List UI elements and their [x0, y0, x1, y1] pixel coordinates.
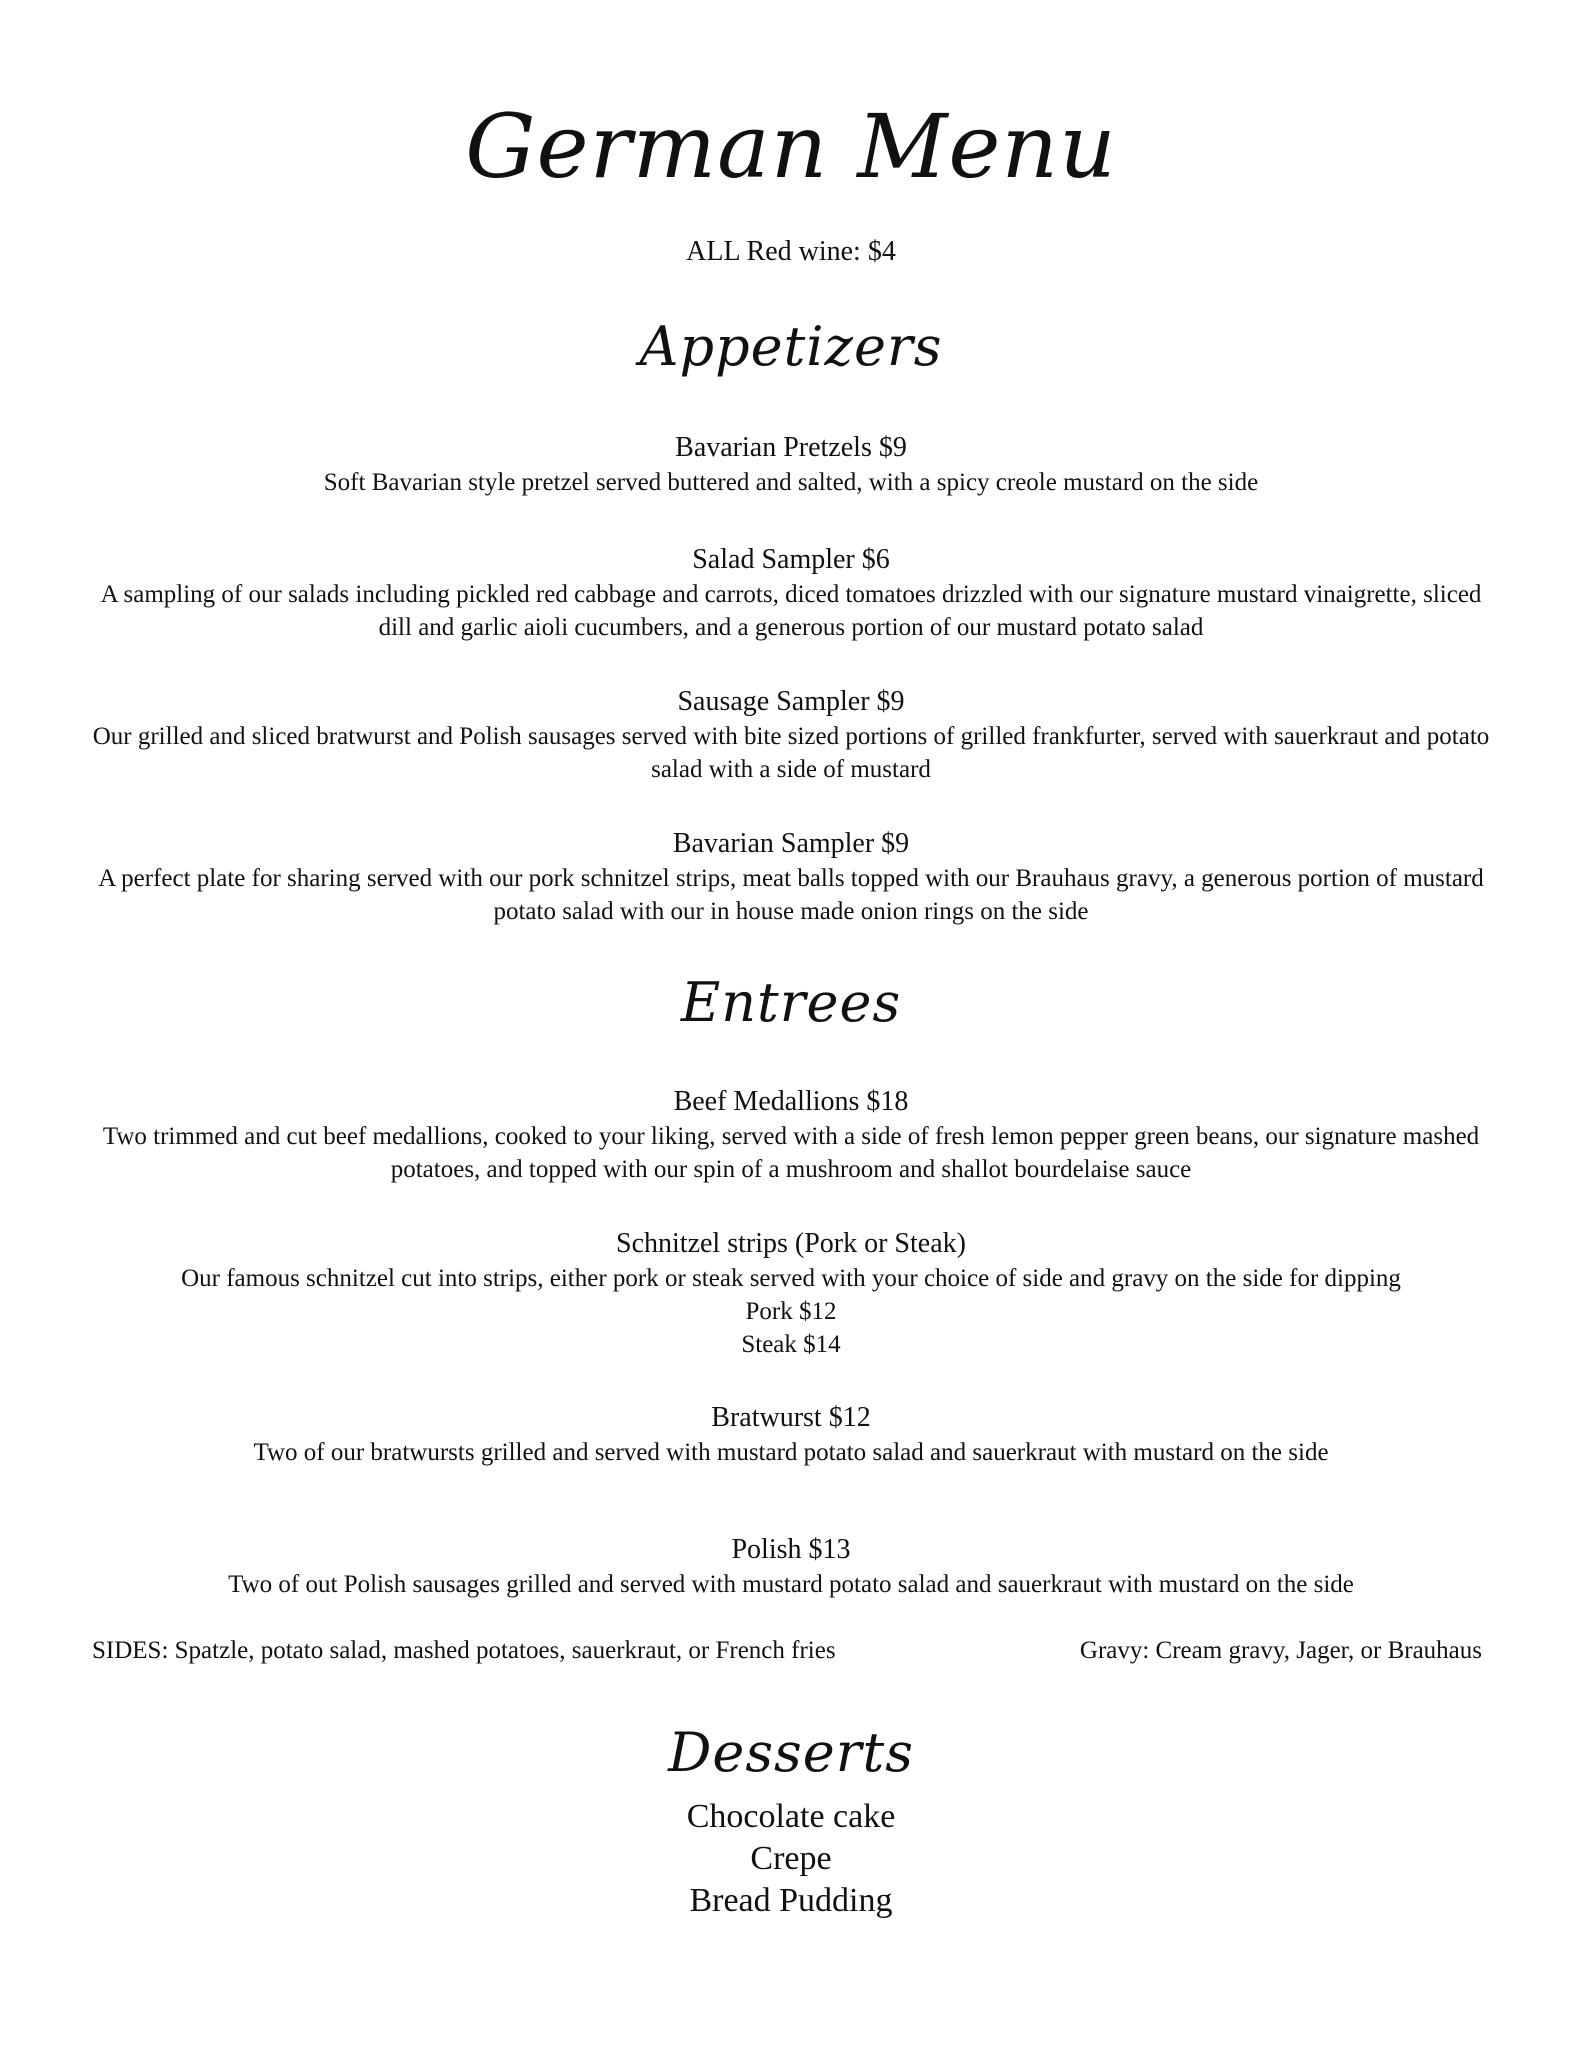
item-name: Bavarian Sampler $9 — [672, 828, 910, 859]
menu-item-salad-sampler — [90, 542, 1492, 644]
item-name: Bavarian Pretzels $9 — [675, 432, 907, 463]
sides-and-gravy-row — [92, 1634, 1482, 1670]
appetizers-heading: Appetizers — [639, 315, 943, 378]
menu-item-schnitzel-strips — [40, 1226, 1542, 1361]
page-title: German Menu — [465, 95, 1117, 198]
item-description: Two of out Polish sausages grilled and served with mustard potato salad and sauerkraut with mustard on the side — [228, 1571, 1354, 1598]
menu-item-sausage-sampler — [90, 684, 1492, 786]
item-description: Our grilled and sliced bratwurst and Polish sausages served with bite sized portions of grilled frankfurter, served with sauerkraut and potato salad with a side of mustard — [92, 723, 1490, 783]
dessert-list — [0, 1796, 1582, 1922]
item-name: Sausage Sampler $9 — [677, 686, 905, 717]
desserts-heading: Desserts — [668, 1721, 914, 1784]
item-description: Our famous schnitzel cut into strips, either pork or steak served with your choice of side and gravy on the side for dipping — [181, 1265, 1401, 1292]
dessert-item: Chocolate cake — [686, 1798, 896, 1835]
menu-item-bratwurst — [90, 1400, 1492, 1469]
item-description: Soft Bavarian style pretzel served buttered and salted, with a spicy creole mustard on the side — [323, 469, 1259, 496]
item-price-steak: Steak $14 — [741, 1331, 841, 1358]
menu-item-bavarian-sampler — [90, 826, 1492, 928]
item-description: A perfect plate for sharing served with our pork schnitzel strips, meat balls topped with our Brauhaus gravy, a generous portion of mustard potato salad with our in house made onion rings on the side — [98, 865, 1484, 925]
menu-item-polish — [90, 1532, 1492, 1601]
item-description: A sampling of our salads including pickled red cabbage and carrots, diced tomatoes drizzled with our signature mustard vinaigrette, sliced dill and garlic aioli cucumbers, and a generous portion of our mustard potato salad — [100, 581, 1482, 641]
sides-note: SIDES: Spatzle, potato salad, mashed potatoes, sauerkraut, or French fries — [92, 1637, 836, 1664]
gravy-note: Gravy: Cream gravy, Jager, or Brauhaus — [1079, 1637, 1482, 1664]
item-price-pork: Pork $12 — [745, 1298, 837, 1325]
menu-item-beef-medallions — [90, 1084, 1492, 1186]
menu-item-bavarian-pretzels — [90, 430, 1492, 499]
item-name: Beef Medallions $18 — [673, 1086, 909, 1117]
wine-price-note: ALL Red wine: $4 — [686, 236, 896, 267]
item-description: Two trimmed and cut beef medallions, cooked to your liking, served with a side of fresh lemon pepper green beans, our signature mashed potatoes, and topped with our spin of a mushroom and shallot bourdelaise sauce — [102, 1123, 1480, 1183]
item-name: Bratwurst $12 — [711, 1402, 871, 1433]
item-description: Two of our bratwursts grilled and served with mustard potato salad and sauerkraut with mustard on the side — [253, 1439, 1329, 1466]
item-name: Polish $13 — [731, 1534, 851, 1565]
item-name: Schnitzel strips (Pork or Steak) — [616, 1228, 966, 1259]
dessert-item: Crepe — [750, 1840, 832, 1877]
entrees-heading: Entrees — [680, 971, 902, 1034]
item-name: Salad Sampler $6 — [692, 544, 890, 575]
dessert-item: Bread Pudding — [689, 1882, 893, 1919]
